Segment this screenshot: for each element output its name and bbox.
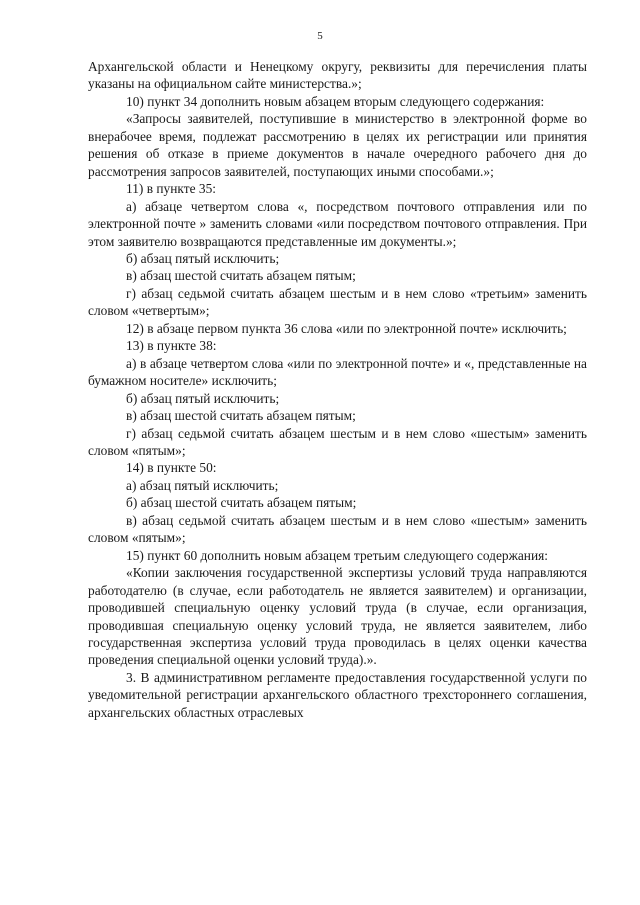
paragraph-item-14b: б) абзац шестой считать абзацем пятым; <box>126 495 357 511</box>
paragraph-quote-requests: «Запросы заявителей, поступившие в министерство в электронной форме во внерабочее время, подлежат рассмотрению в целях их регистрации или принятия решения об отказе в приеме документов в начале очередного рабочего дня до рассмотрения запросов заявителей, поступающих иными способами.»; <box>88 111 587 179</box>
document-body <box>88 58 587 721</box>
paragraph-item-11: 11) в пункте 35: <box>126 181 216 197</box>
paragraph-item-15: 15) пункт 60 дополнить новым абзацем третьим следующего содержания: <box>126 547 549 563</box>
paragraph-section-3: 3. В административном регламенте предоставления государственной услуги по уведомительной регистрации архангельского областного трехстороннего соглашения, архангельских областных отраслевых <box>88 669 587 720</box>
paragraph-item-10: 10) пункт 34 дополнить новым абзацем вторым следующего содержания: <box>126 93 545 109</box>
paragraph-item-11g: г) абзац седьмой считать абзацем шестым и в нем слово «третьим» заменить словом «четвертым»; <box>88 285 587 319</box>
paragraph-item-13g: г) абзац седьмой считать абзацем шестым и в нем слово «шестым» заменить словом «пятым»; <box>88 425 587 458</box>
paragraph-item-14: 14) в пункте 50: <box>126 460 217 476</box>
paragraph-continuation: Архангельской области и Ненецкому округу, реквизиты для перечисления платы указаны на официальном сайте министерства.»; <box>88 59 587 92</box>
paragraph-item-11a: а) абзаце четвертом слова «, посредством почтового отправления или по электронной почте » заменить словами «или посредством почтового отправления. При этом заявителю возвращаются представленные им документы.»; <box>88 198 587 249</box>
paragraph-item-14v: в) абзац седьмой считать абзацем шестым и в нем слово «шестым» заменить словом «пятым»; <box>88 512 587 546</box>
paragraph-item-11v: в) абзац шестой считать абзацем пятым; <box>126 268 356 284</box>
paragraph-item-14a: а) абзац пятый исключить; <box>126 477 279 493</box>
paragraph-item-12: 12) в абзаце первом пункта 36 слова «или по электронной почте» исключить; <box>126 320 567 336</box>
paragraph-item-13a: а) в абзаце четвертом слова «или по электронной почте» и «, представленные на бумажном носителе» исключить; <box>88 355 587 389</box>
paragraph-item-13b: б) абзац пятый исключить; <box>126 390 280 406</box>
paragraph-quote-expertise: «Копии заключения государственной экспертизы условий труда направляются работодателю (в случае, если работодатель не является заявителем) и организации, проводившей специальную оценку условий труда (в случае, если организация, проводившая специальную оценку условий труда, не является заявителем, либо государственная экспертиза условий труда проводилась в целях оценки качества проведения специальной оценки условий труда).». <box>88 565 587 668</box>
paragraph-item-13v: в) абзац шестой считать абзацем пятым; <box>126 408 356 424</box>
paragraph-item-11b: б) абзац пятый исключить; <box>126 250 280 266</box>
paragraph-item-13: 13) в пункте 38: <box>126 338 217 354</box>
page-number: 5 <box>317 30 323 42</box>
